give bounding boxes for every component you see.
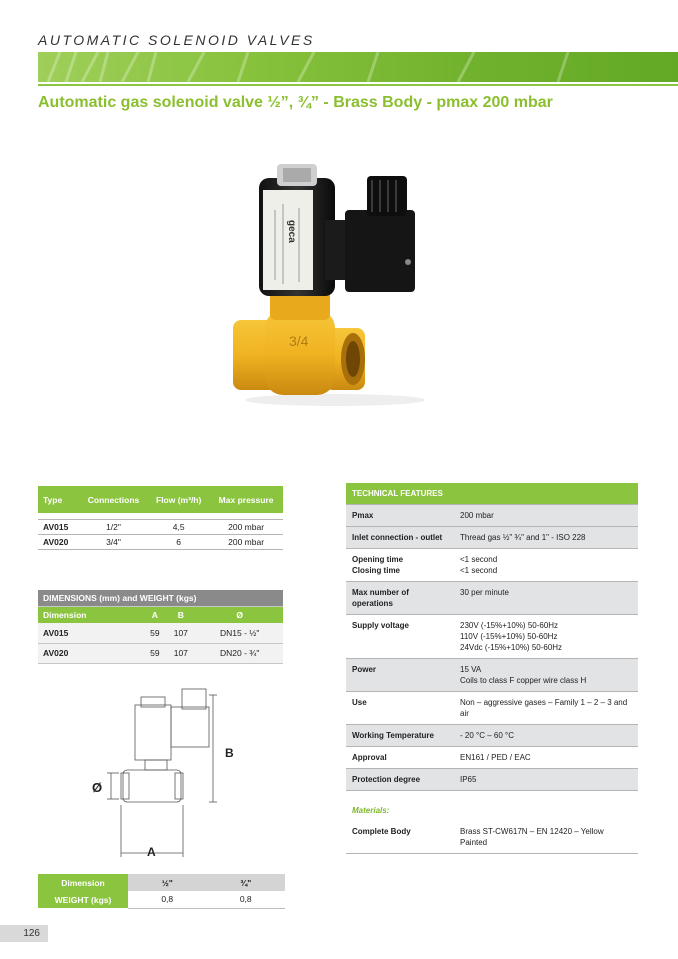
col-max-pressure: Max pressure	[209, 486, 283, 513]
table-row: Pmax 200 mbar	[346, 505, 638, 527]
page-number: 126	[0, 925, 48, 942]
table-row: Approval EN161 / PED / EAC	[346, 747, 638, 769]
label-b: B	[225, 746, 234, 760]
table-row: Opening time Closing time <1 second <1 second	[346, 549, 638, 582]
table-row: Max number of operations 30 per minute	[346, 582, 638, 615]
type-table	[38, 486, 283, 550]
green-header-band	[38, 52, 678, 82]
dimensions-table	[38, 590, 283, 664]
logo-mark: geca	[286, 220, 297, 243]
table-row: Protection degree IP65	[346, 769, 638, 791]
weight-row-label: WEIGHT (kgs)	[38, 891, 128, 908]
table-row: Power 15 VA Coils to class F copper wire class H	[346, 659, 638, 692]
technical-features-table	[346, 483, 638, 854]
weight-header-label: Dimension	[38, 874, 128, 891]
col-flow: Flow (m³/h)	[148, 486, 209, 513]
col-type: Type	[38, 486, 79, 513]
col-connections: Connections	[79, 486, 148, 513]
table-row: Use Non – aggressive gases – Family 1 – 2 – 3 and air	[346, 692, 638, 725]
technical-features-caption: TECHNICAL FEATURES	[346, 483, 638, 505]
table-row: Inlet connection - outlet Thread gas ½" ¾" and 1" - ISO 228	[346, 527, 638, 549]
label-a: A	[147, 845, 156, 859]
dimensions-caption: DIMENSIONS (mm) and WEIGHT (kgs)	[38, 590, 283, 606]
header-underline	[38, 84, 678, 86]
page-title: Automatic gas solenoid valve ½”, ¾” - Brass Body - pmax 200 mbar	[38, 94, 553, 111]
table-row: Working Temperature - 20 °C – 60 °C	[346, 725, 638, 747]
section-title: AUTOMATIC SOLENOID VALVES	[38, 32, 315, 48]
col-b: B	[165, 606, 196, 623]
materials-label: Materials:	[352, 806, 390, 815]
table-row: AV020 3/4" 6 200 mbar	[38, 534, 283, 549]
label-diameter: Ø	[92, 780, 103, 795]
col-diameter: Ø	[196, 606, 283, 623]
table-row: AV015 1/2" 4,5 200 mbar	[38, 519, 283, 534]
product-photo	[225, 160, 435, 410]
table-row: AV020 59 107 DN20 - ¾"	[38, 643, 283, 663]
col-dimension: Dimension	[38, 606, 144, 623]
table-row: Complete Body Brass ST-CW617N – EN 12420 – Yellow Painted	[346, 821, 638, 854]
table-row: Supply voltage 230V (-15%+10%) 50-60Hz 110V (-15%+10%) 50-60Hz 24Vdc (-15%+10%) 50-60Hz	[346, 615, 638, 659]
weight-table: Dimension ½" ¾" WEIGHT (kgs) 0,8 0,8	[38, 874, 285, 909]
body-marking: 3/4	[289, 333, 309, 349]
table-row: WEIGHT (kgs) 0,8 0,8	[38, 891, 285, 908]
table-row: AV015 59 107 DN15 - ½"	[38, 623, 283, 643]
col-a: A	[144, 606, 165, 623]
dimension-drawing	[85, 685, 245, 860]
